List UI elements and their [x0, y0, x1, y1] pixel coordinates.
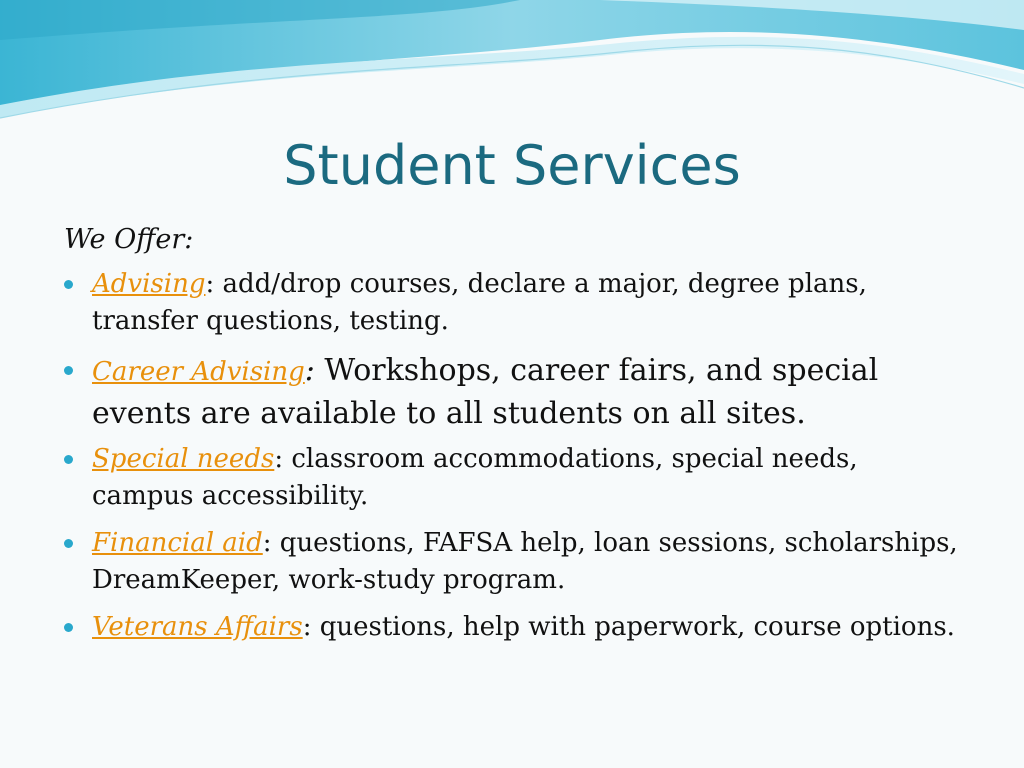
veterans-affairs-description: questions, help with paperwork, course options.: [311, 612, 955, 642]
header-wave-decoration: [0, 0, 1024, 130]
item-separator: :: [262, 528, 272, 558]
item-separator: :: [274, 444, 284, 474]
bullet-icon: [64, 539, 73, 548]
slide-title: Student Services: [283, 134, 741, 197]
item-separator: :: [304, 353, 315, 388]
item-separator: :: [302, 612, 312, 642]
intro-text: We Offer:: [64, 224, 194, 255]
advising-link[interactable]: Advising: [92, 269, 206, 299]
bullet-icon: [64, 623, 73, 632]
services-list: [64, 266, 964, 656]
list-item-special-needs: [64, 441, 964, 515]
list-item-career-advising: [64, 350, 964, 434]
item-separator: :: [205, 269, 215, 299]
special-needs-link[interactable]: Special needs: [92, 444, 275, 474]
career-advising-description: Workshops, career fairs, and special events are available to all students on all sites.: [92, 353, 879, 431]
financial-aid-description: questions, FAFSA help, loan sessions, scholarships, DreamKeeper, work-study program.: [92, 528, 958, 595]
veterans-affairs-link[interactable]: Veterans Affairs: [92, 612, 303, 642]
financial-aid-link[interactable]: Financial aid: [92, 528, 263, 558]
special-needs-description: classroom accommodations, special needs, campus accessibility.: [92, 444, 858, 511]
bullet-icon: [64, 455, 73, 464]
advising-description: add/drop courses, declare a major, degree plans, transfer questions, testing.: [92, 269, 867, 336]
career-advising-link[interactable]: Career Advising: [92, 357, 305, 387]
list-item-veterans-affairs: [64, 609, 964, 646]
bullet-icon: [64, 366, 73, 375]
bullet-icon: [64, 280, 73, 289]
list-item-financial-aid: [64, 525, 964, 599]
list-item-advising: [64, 266, 964, 340]
